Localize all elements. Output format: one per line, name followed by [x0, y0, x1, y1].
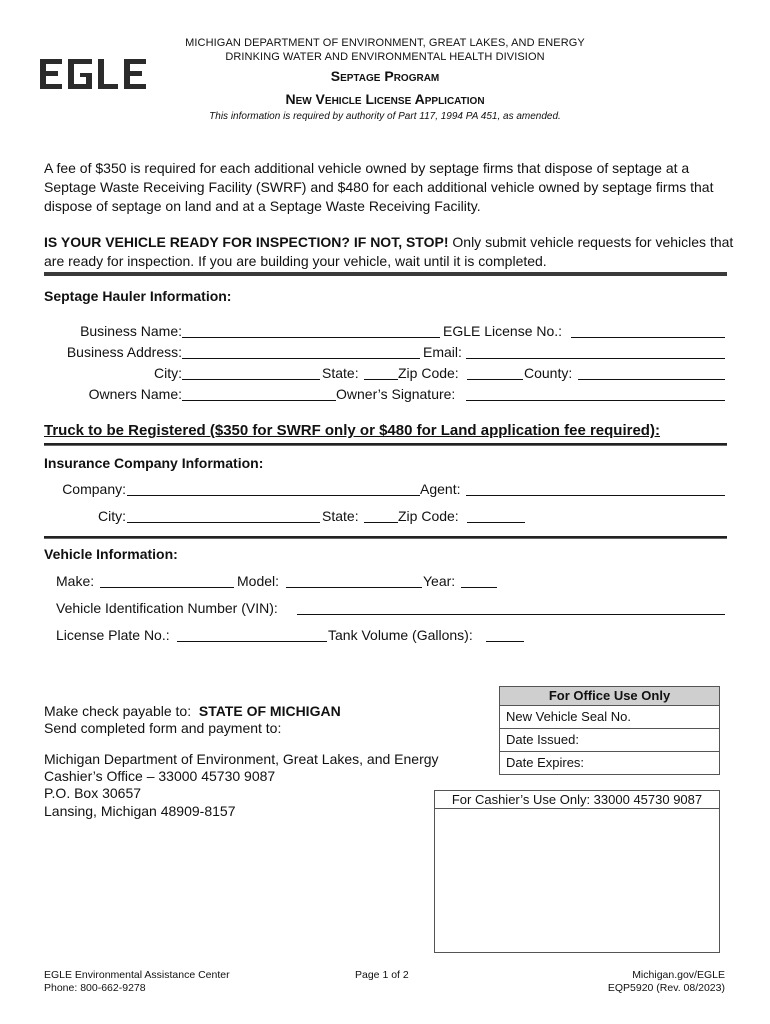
divider-3 [44, 536, 727, 539]
company-label: Company: [62, 481, 126, 497]
form-title-program: Septage Program [330, 68, 440, 84]
footer-website[interactable]: Michigan.gov/EGLE [632, 969, 725, 981]
year-field[interactable] [461, 573, 497, 588]
owners-signature-label: Owner’s Signature: [336, 386, 456, 402]
egle-license-label: EGLE License No.: [443, 323, 563, 339]
county-field[interactable] [578, 365, 725, 380]
vin-label: Vehicle Identification Number (VIN): [56, 600, 278, 616]
plate-label: License Plate No.: [56, 627, 170, 643]
authority-note: This information is required by authority of Part 117, 1994 PA 451, as amended. [209, 111, 561, 122]
email-field[interactable] [466, 344, 725, 359]
county-label: County: [524, 365, 573, 381]
warning-bold: IS YOUR VEHICLE READY FOR INSPECTION? IF NOT, STOP! [44, 234, 449, 250]
date-issued-field[interactable]: Date Issued: [500, 729, 719, 752]
warning-rest: Only submit vehicle requests for vehicles that are ready for inspection. If you are building your vehicle, wait until it is completed. [44, 234, 734, 269]
office-use-title: For Office Use Only [500, 687, 719, 706]
seal-number-field[interactable]: New Vehicle Seal No. [500, 706, 719, 729]
dept-line-1: MICHIGAN DEPARTMENT OF ENVIRONMENT, GREAT LAKES, AND ENERGY [185, 37, 585, 49]
truck-heading: Truck to be Registered ($350 for SWRF only or $480 for Land application fee required): [44, 422, 660, 439]
hauler-section-title: Septage Hauler Information: [44, 288, 232, 304]
vehicle-section-title: Vehicle Information: [44, 546, 178, 562]
office-use-box [499, 686, 720, 775]
hauler-row-3 [0, 365, 770, 381]
check-prefix: Make check payable to: [44, 703, 199, 719]
year-label: Year: [423, 573, 456, 589]
egle-logo [40, 57, 148, 91]
vehicle-row-2 [0, 600, 770, 616]
tank-volume-label: Tank Volume (Gallons): [328, 627, 473, 643]
vehicle-row-1 [0, 573, 770, 589]
model-field[interactable] [286, 573, 422, 588]
hauler-row-2 [0, 344, 770, 360]
insurance-city-field[interactable] [127, 508, 320, 523]
insurance-row-1 [0, 481, 770, 497]
address-line-4: Lansing, Michigan 48909-8157 [44, 803, 236, 819]
check-payable-line [44, 703, 341, 720]
insurance-row-2 [0, 508, 770, 524]
owners-name-field[interactable] [182, 386, 336, 401]
hauler-state-field[interactable] [364, 365, 398, 380]
hauler-row-4 [0, 386, 770, 402]
hauler-zip-field[interactable] [467, 365, 523, 380]
agent-label: Agent: [420, 481, 461, 497]
dept-line-2: DRINKING WATER AND ENVIRONMENTAL HEALTH DIVISION [225, 51, 545, 63]
payee-name: STATE OF MICHIGAN [198, 703, 341, 719]
business-name-field[interactable] [182, 323, 440, 338]
agent-field[interactable] [466, 481, 725, 496]
date-expires-field[interactable]: Date Expires: [506, 755, 585, 770]
footer-phone: Phone: 800-662-9278 [44, 982, 146, 994]
egle-license-field[interactable] [571, 323, 725, 338]
hauler-state-label: State: [322, 365, 359, 381]
insurance-section-title: Insurance Company Information: [44, 455, 264, 471]
plate-field[interactable] [177, 627, 327, 642]
hauler-city-field[interactable] [182, 365, 320, 380]
hauler-zip-label: Zip Code: [398, 365, 459, 381]
inspection-warning [44, 233, 734, 271]
send-to-line: Send completed form and payment to: [44, 720, 282, 736]
business-address-label: Business Address: [66, 344, 182, 360]
address-line-1: Michigan Department of Environment, Great Lakes, and Energy [44, 751, 439, 767]
hauler-row-1 [0, 323, 770, 339]
model-label: Model: [237, 573, 280, 589]
form-title-application: New Vehicle License Application [285, 91, 485, 107]
email-label: Email: [423, 344, 462, 360]
hauler-city-label: City: [154, 365, 182, 381]
vin-field[interactable] [297, 600, 725, 615]
make-label: Make: [56, 573, 95, 589]
insurance-zip-label: Zip Code: [398, 508, 459, 524]
company-field[interactable] [127, 481, 420, 496]
footer-center-name: EGLE Environmental Assistance Center [44, 969, 230, 981]
divider-1 [44, 272, 727, 276]
business-name-label: Business Name: [80, 323, 182, 339]
insurance-zip-field[interactable] [467, 508, 525, 523]
address-line-2: Cashier’s Office – 33000 45730 9087 [44, 768, 276, 784]
cashier-use-box[interactable] [434, 808, 720, 953]
form-number: EQP5920 (Rev. 08/2023) [607, 982, 725, 994]
insurance-state-field[interactable] [364, 508, 398, 523]
fee-paragraph: A fee of $350 is required for each additional vehicle owned by septage firms that dispose of septage at a Septage Waste Receiving Facility (SWRF) and $480 for each additional vehicle owned by septage firms that dispose of septage on land and at a Septage Waste Receiving Facility. [44, 160, 714, 214]
egle-logo-icon [40, 57, 148, 91]
cashier-use-title: For Cashier’s Use Only: 33000 45730 9087 [434, 790, 720, 809]
page-number: Page 1 of 2 [355, 969, 409, 981]
owners-signature-field[interactable] [466, 386, 725, 401]
insurance-state-label: State: [322, 508, 359, 524]
divider-2 [44, 443, 727, 446]
tank-volume-field[interactable] [486, 627, 524, 642]
vehicle-row-3 [0, 627, 770, 643]
insurance-city-label: City: [98, 508, 126, 524]
make-field[interactable] [100, 573, 234, 588]
address-line-3: P.O. Box 30657 [44, 785, 142, 801]
owners-name-label: Owners Name: [88, 386, 182, 402]
business-address-field[interactable] [182, 344, 420, 359]
